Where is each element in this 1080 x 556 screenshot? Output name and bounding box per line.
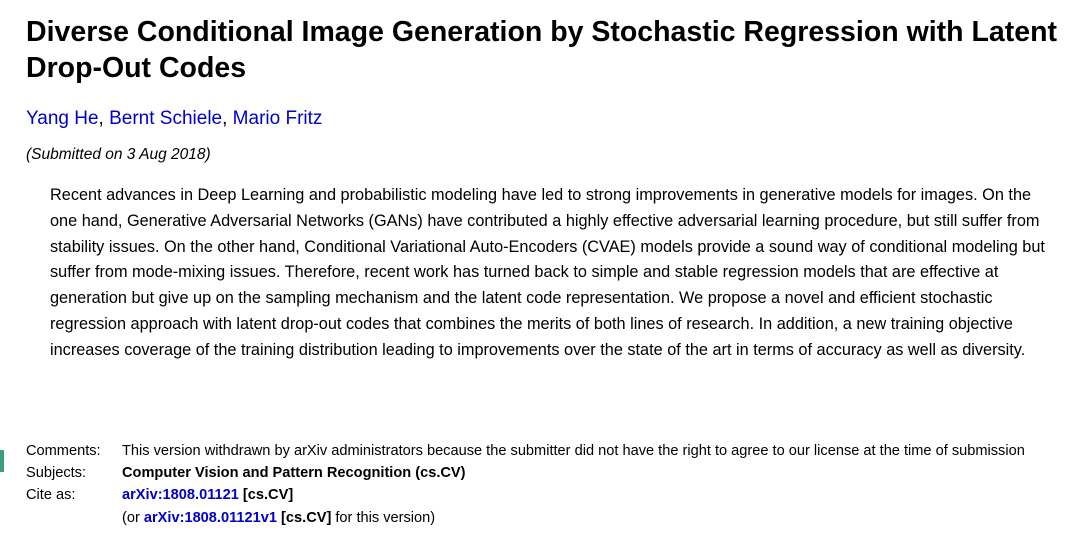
metadata-table (26, 442, 1071, 528)
scroll-marker (0, 450, 4, 472)
abstract-text: Recent advances in Deep Learning and probabilistic modeling have led to strong improvements in generative models for images. On the one hand, Generative Adversarial Networks (GANs) have contributed a highly effective adversarial learning procedure, but still suffer from stability issues. On the other hand, Conditional Variational Auto-Encoders (CVAE) models provide a sound way of conditional modeling but suffer from mode-mixing issues. Therefore, recent work has turned back to simple and stable regression models that are effective at generation but give up on the sampling mechanism and the latent code representation. We propose a novel and efficient stochastic regression approach with latent drop-out codes that combines the merits of both lines of research. In addition, a new training objective increases coverage of the training distribution leading to improvements over the state of the art in terms of accuracy as well as diversity. (50, 186, 1045, 359)
cite-category: [cs.CV] (238, 487, 294, 504)
subjects-value: Computer Vision and Pattern Recognition (cs.CV) (122, 465, 466, 482)
submission-date: (Submitted on 3 Aug 2018) (26, 146, 211, 163)
version-suffix: [cs.CV] for this version) (281, 509, 436, 526)
subjects-row (26, 464, 1071, 483)
author-separator-1: , (98, 108, 110, 129)
author-link-1[interactable]: Yang He (26, 108, 99, 129)
subjects-label: Subjects: (26, 465, 87, 482)
cite-value (122, 486, 1071, 505)
version-prefix: (or (122, 509, 144, 526)
comments-value: This version withdrawn by arXiv administrators because the submitter did not have the right to agree to our license at the time of submission (122, 443, 1025, 459)
comments-label: Comments: (26, 443, 101, 459)
cite-arxiv-link[interactable]: arXiv:1808.01121 (122, 487, 239, 504)
paper-title: Diverse Conditional Image Generation by Stochastic Regression with Latent Drop-Out Codes (26, 16, 1057, 84)
version-label-spacer (26, 509, 122, 528)
author-link-2[interactable]: Bernt Schiele (109, 108, 223, 129)
version-arxiv-link[interactable]: arXiv:1808.01121v1 (143, 509, 277, 526)
version-row (26, 509, 1071, 528)
cite-label: Cite as: (26, 487, 76, 504)
version-value (122, 509, 1071, 528)
author-separator-2: , (222, 108, 233, 129)
author-link-3[interactable]: Mario Fritz (232, 108, 323, 129)
author-list (26, 107, 322, 131)
comments-row (26, 442, 1071, 461)
cite-row (26, 486, 1071, 505)
